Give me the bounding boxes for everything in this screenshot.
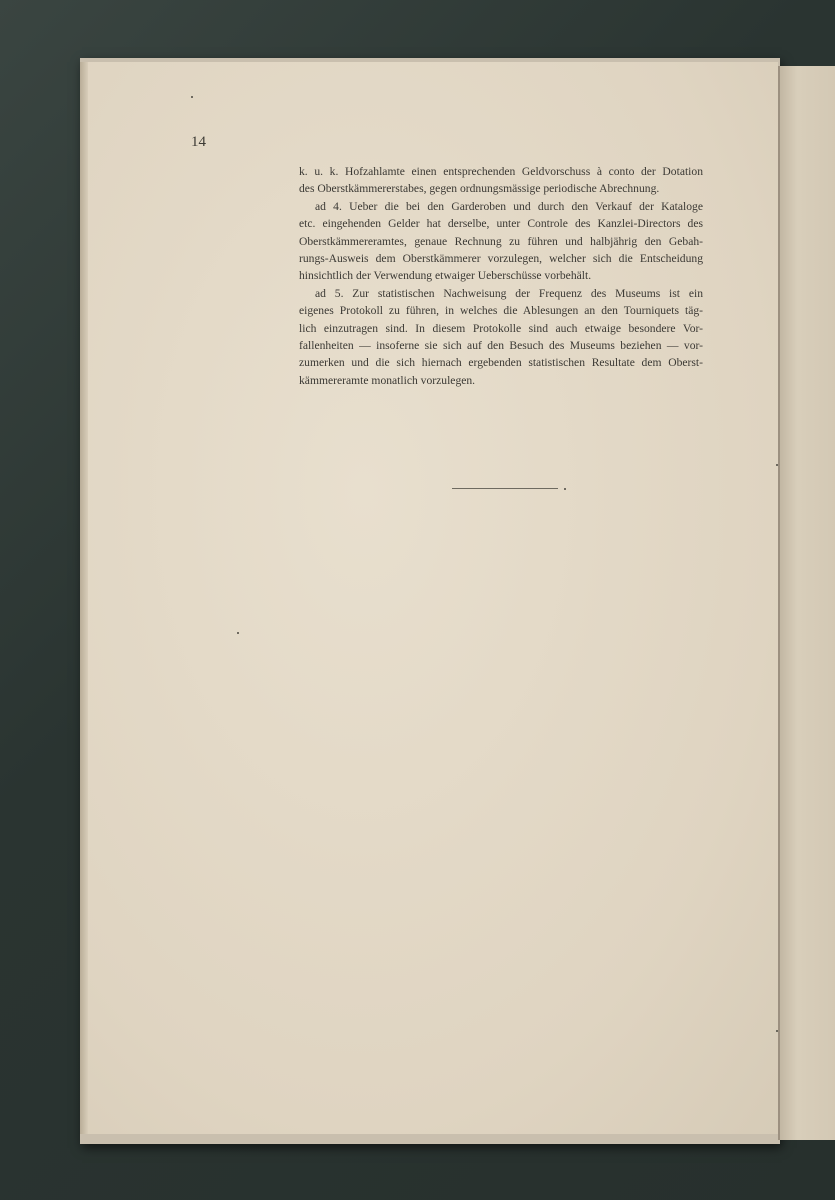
paper-speck [564, 488, 566, 490]
text-line: eigenes Protokoll zu führen, in welches die Ablesungen an den Tourniquets täg- [299, 304, 703, 318]
paper-speck [191, 96, 193, 98]
text-line: ad 4. Ueber die bei den Garderoben und durch den Verkauf der Kataloge [315, 199, 703, 213]
text-line: etc. eingehenden Gelder hat derselbe, unter Controle des Kanzlei-Directors des [299, 217, 703, 231]
text-line: fallenheiten — insoferne sie sich auf den Besuch des Museums beziehen — vor- [299, 339, 703, 353]
text-line: Oberstkämmereramtes, genaue Rechnung zu führen und halbjährig den Gebah- [299, 234, 703, 248]
text-line: hinsichtlich der Verwendung etwaiger Ueberschüsse vorbehält. [299, 269, 592, 283]
page-binding-edge [80, 62, 88, 1134]
body-text [299, 163, 703, 389]
paper-speck [776, 464, 778, 466]
text-line: kämmereramte monatlich vorzulegen. [299, 373, 476, 387]
paragraph-ad4 [299, 198, 703, 285]
paragraph-intro [299, 163, 703, 198]
text-line: lich einzutragen sind. In diesem Protokolle sind auch etwaige besondere Vor- [299, 321, 703, 335]
page-number: 14 [191, 134, 206, 150]
facing-page-edge [778, 66, 835, 1140]
paper-speck [776, 1030, 778, 1032]
text-line: zumerken und die sich hiernach ergebenden statistischen Resultate dem Oberst- [299, 356, 703, 370]
paper-speck [237, 632, 239, 634]
paragraph-ad5 [299, 285, 703, 389]
text-line: rungs-Ausweis dem Oberstkämmerer vorzulegen, welcher sich die Entscheidung [299, 252, 703, 266]
text-line: k. u. k. Hofzahlamte einen entsprechenden Geldvorschuss à conto der Dotation [299, 165, 703, 178]
text-line: ad 5. Zur statistischen Nachweisung der Frequenz des Museums ist ein [315, 286, 703, 300]
text-line: des Oberstkämmererstabes, gegen ordnungsmässige periodische Abrechnung. [299, 182, 660, 196]
section-divider [452, 488, 558, 489]
